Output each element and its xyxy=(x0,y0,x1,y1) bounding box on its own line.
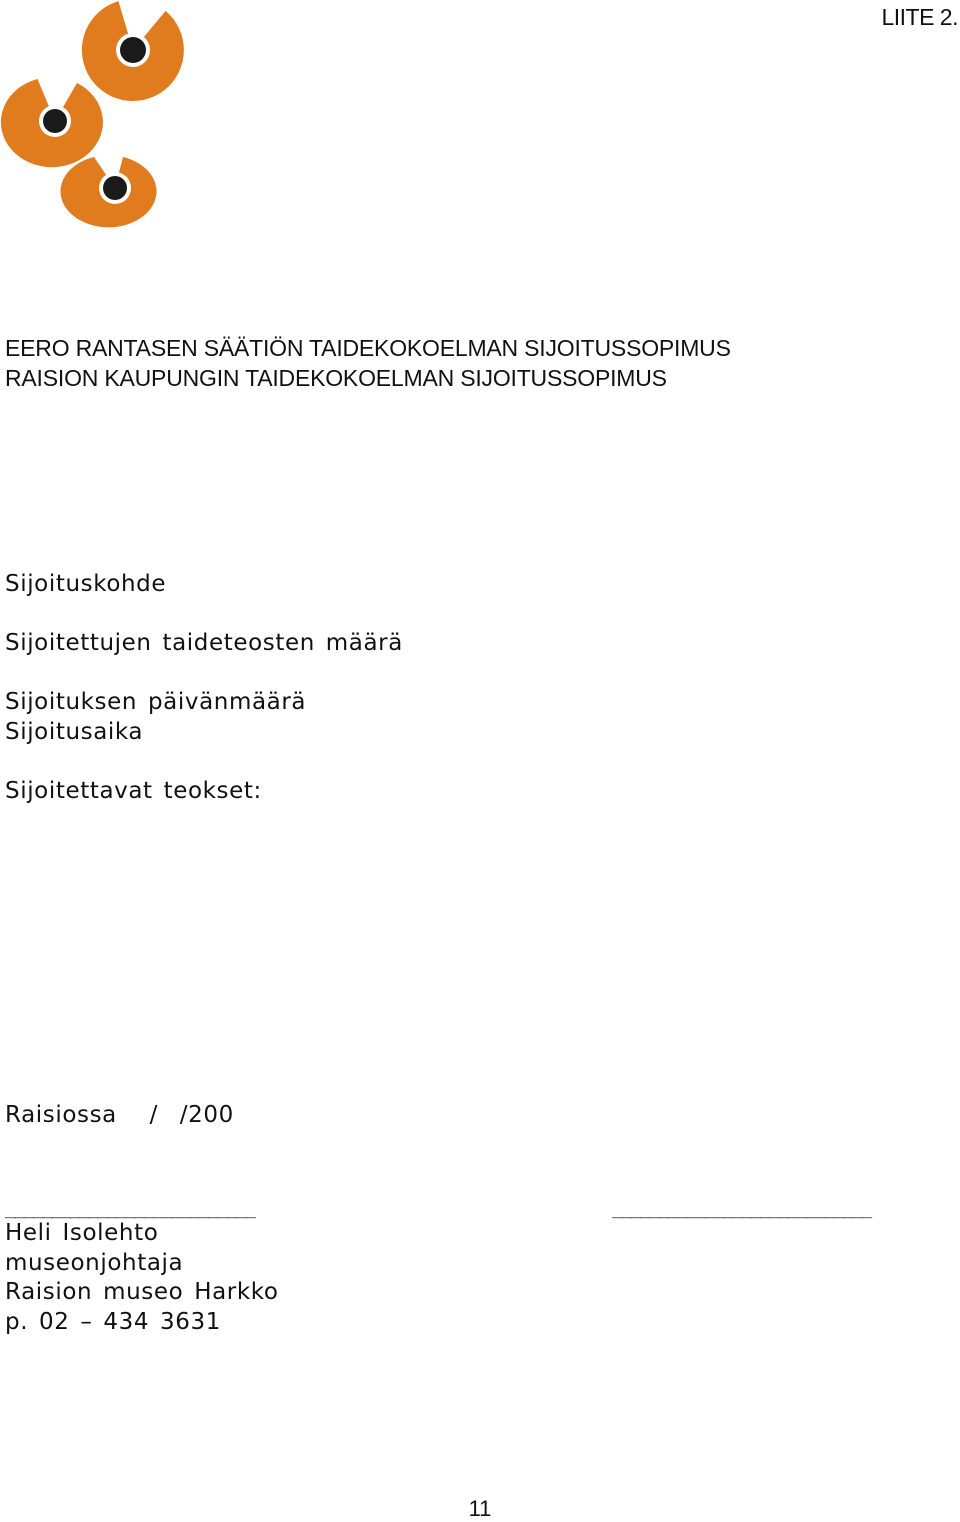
signature-line-left: ___________________________ xyxy=(5,1198,255,1219)
field-placement-date: Sijoituksen päivänmäärä xyxy=(5,689,307,715)
eye-shape-top xyxy=(82,1,184,101)
three-eyes-logo-icon xyxy=(0,0,200,230)
document-title-2: RAISION KAUPUNGIN TAIDEKOKOELMAN SIJOITUSSOPIMUS xyxy=(5,365,667,391)
document-title-1: EERO RANTASEN SÄÄTIÖN TAIDEKOKOELMAN SIJOITUSSOPIMUS xyxy=(5,335,731,361)
signature-line-right: ____________________________ xyxy=(612,1198,871,1219)
eye-shape-bottom xyxy=(61,157,157,227)
eye-top-pupil xyxy=(120,37,146,63)
signatory-organization: Raision museo Harkko xyxy=(5,1279,279,1305)
page-number: 11 xyxy=(468,1496,492,1521)
eye-middle-pupil xyxy=(43,109,67,133)
signatory-phone: p. 02 – 434 3631 xyxy=(5,1309,221,1335)
field-placement-target: Sijoituskohde xyxy=(5,571,167,597)
signatory-name: Heli Isolehto xyxy=(5,1220,159,1246)
signatory-title: museonjohtaja xyxy=(5,1250,184,1276)
eye-shape-middle xyxy=(1,79,103,167)
appendix-label: LIITE 2. xyxy=(881,4,958,30)
signing-place-date: Raisiossa / /200 xyxy=(5,1102,234,1128)
field-artworks-list: Sijoitettavat teokset: xyxy=(5,778,262,804)
field-artwork-count: Sijoitettujen taideteosten määrä xyxy=(5,630,403,656)
eye-bottom-pupil xyxy=(103,176,127,200)
field-placement-period: Sijoitusaika xyxy=(5,719,144,745)
